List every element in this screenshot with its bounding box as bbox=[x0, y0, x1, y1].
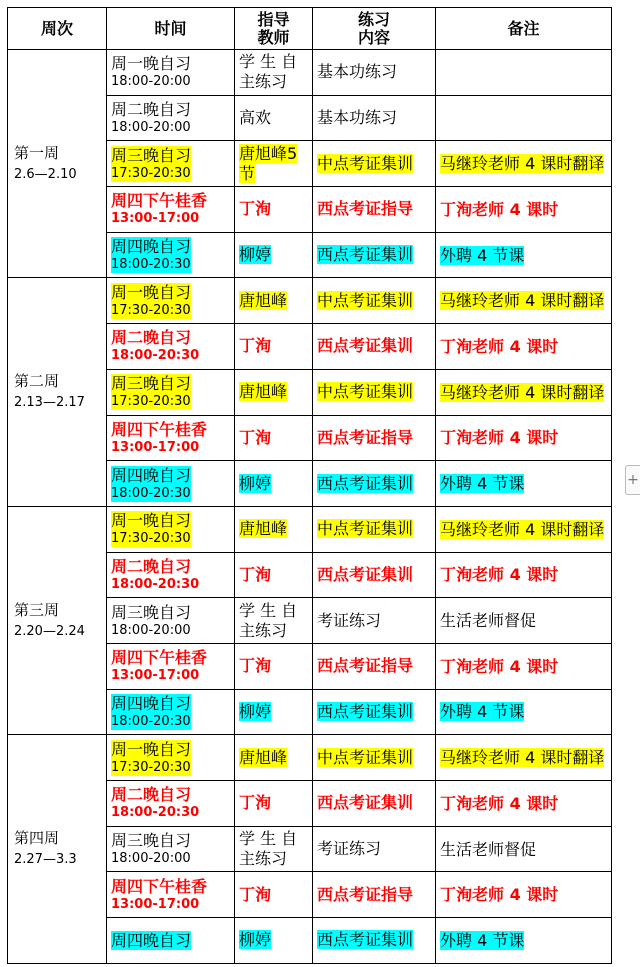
teacher-cell bbox=[235, 735, 313, 781]
note-text: 外聘 4 节课 bbox=[440, 930, 525, 950]
teacher-cell bbox=[235, 232, 313, 278]
content-cell bbox=[313, 689, 436, 735]
time-range: 18:00-20:30 bbox=[111, 805, 200, 821]
teacher-cell bbox=[235, 50, 313, 96]
note-text: 生活老师督促 bbox=[440, 839, 537, 859]
week-dates: 2.20—2.24 bbox=[14, 623, 85, 639]
time-range: 17:30-20:30 bbox=[111, 759, 191, 775]
note-text: 丁洵老师 4 课时 bbox=[440, 885, 559, 905]
teacher-text: 唐旭峰 bbox=[239, 747, 288, 767]
header-time: 时间 bbox=[107, 8, 235, 50]
time-day: 周四下午桂香 bbox=[111, 648, 208, 668]
content-cell bbox=[313, 506, 436, 552]
content-cell bbox=[313, 643, 436, 689]
time-range: 17:30-20:30 bbox=[111, 165, 191, 181]
teacher-cell bbox=[235, 95, 313, 141]
content-cell bbox=[313, 141, 436, 187]
note-cell bbox=[436, 232, 612, 278]
teacher-cell bbox=[235, 826, 313, 872]
time-day: 周四下午桂香 bbox=[111, 876, 208, 896]
content-text: 西点考证集训 bbox=[317, 245, 414, 265]
teacher-text: 丁洵 bbox=[239, 199, 272, 219]
content-cell bbox=[313, 415, 436, 461]
time-range: 18:00-20:30 bbox=[111, 713, 191, 729]
teacher-text: 唐旭峰 bbox=[239, 519, 288, 539]
teacher-text: 学 生 自 主练习 bbox=[239, 52, 298, 92]
content-cell bbox=[313, 95, 436, 141]
time-range: 18:00-20:00 bbox=[111, 851, 191, 867]
content-cell bbox=[313, 598, 436, 644]
note-cell bbox=[436, 415, 612, 461]
time-day: 周四晚自习 bbox=[111, 237, 192, 257]
content-text: 基本功练习 bbox=[317, 108, 398, 128]
table-row bbox=[8, 506, 612, 552]
note-text: 外聘 4 节课 bbox=[440, 245, 525, 265]
time-day: 周四晚自习 bbox=[111, 930, 192, 950]
teacher-cell bbox=[235, 552, 313, 598]
teacher-cell bbox=[235, 278, 313, 324]
time-cell bbox=[107, 369, 235, 415]
time-cell bbox=[107, 187, 235, 233]
time-range: 18:00-20:00 bbox=[111, 74, 191, 90]
teacher-cell bbox=[235, 598, 313, 644]
time-day: 周四晚自习 bbox=[111, 465, 192, 485]
time-cell bbox=[107, 643, 235, 689]
teacher-cell bbox=[235, 689, 313, 735]
teacher-text: 丁洵 bbox=[239, 884, 272, 904]
week-dates: 2.6—2.10 bbox=[14, 166, 77, 182]
content-cell bbox=[313, 278, 436, 324]
content-text: 考证练习 bbox=[317, 610, 382, 630]
header-note: 备注 bbox=[436, 8, 612, 50]
teacher-text: 柳婷 bbox=[239, 245, 272, 265]
time-day: 周四晚自习 bbox=[111, 693, 192, 713]
note-cell bbox=[436, 598, 612, 644]
content-cell bbox=[313, 552, 436, 598]
table-row bbox=[8, 50, 612, 96]
time-cell bbox=[107, 552, 235, 598]
table-row bbox=[8, 278, 612, 324]
teacher-text: 柳婷 bbox=[239, 701, 272, 721]
teacher-cell bbox=[235, 141, 313, 187]
week-dates: 2.27—3.3 bbox=[14, 852, 77, 868]
week-label: 第二周 bbox=[14, 372, 60, 391]
time-day: 周三晚自习 bbox=[111, 145, 192, 165]
teacher-cell bbox=[235, 506, 313, 552]
teacher-text: 柳婷 bbox=[239, 473, 272, 493]
content-text: 西点考证指导 bbox=[317, 427, 414, 447]
content-cell bbox=[313, 232, 436, 278]
week-cell bbox=[8, 278, 107, 506]
time-cell bbox=[107, 689, 235, 735]
week-label: 第四周 bbox=[14, 829, 60, 848]
time-cell bbox=[107, 141, 235, 187]
time-cell bbox=[107, 95, 235, 141]
content-text: 中点考证集训 bbox=[317, 290, 414, 310]
time-cell bbox=[107, 735, 235, 781]
note-cell bbox=[436, 643, 612, 689]
time-range: 18:00-20:30 bbox=[111, 485, 191, 501]
time-day: 周一晚自习 bbox=[111, 282, 192, 302]
time-range: 13:00-17:00 bbox=[111, 668, 200, 684]
note-cell bbox=[436, 187, 612, 233]
note-text: 生活老师督促 bbox=[440, 611, 537, 631]
time-day: 周二晚自习 bbox=[111, 556, 192, 576]
time-cell bbox=[107, 50, 235, 96]
note-text: 丁洵老师 4 课时 bbox=[440, 656, 559, 676]
time-cell bbox=[107, 598, 235, 644]
time-cell bbox=[107, 781, 235, 827]
content-cell bbox=[313, 781, 436, 827]
time-range: 18:00-20:00 bbox=[111, 120, 191, 136]
time-day: 周三晚自习 bbox=[111, 374, 192, 394]
time-cell bbox=[107, 415, 235, 461]
teacher-cell bbox=[235, 918, 313, 964]
time-cell bbox=[107, 461, 235, 507]
time-day: 周二晚自习 bbox=[111, 785, 192, 805]
note-text: 丁洵老师 4 课时 bbox=[440, 793, 559, 813]
time-cell bbox=[107, 324, 235, 370]
content-cell bbox=[313, 324, 436, 370]
teacher-text: 高欢 bbox=[239, 108, 272, 128]
note-text: 马继玲老师 4 课时翻译 bbox=[440, 748, 605, 768]
week-dates: 2.13—2.17 bbox=[14, 395, 85, 411]
teacher-text: 丁洵 bbox=[239, 656, 272, 676]
week-cell bbox=[8, 506, 107, 734]
note-cell bbox=[436, 369, 612, 415]
time-range: 13:00-17:00 bbox=[111, 211, 200, 227]
content-cell bbox=[313, 461, 436, 507]
teacher-cell bbox=[235, 324, 313, 370]
content-text: 中点考证集训 bbox=[317, 153, 414, 173]
content-cell bbox=[313, 187, 436, 233]
note-text: 外聘 4 节课 bbox=[440, 474, 525, 494]
teacher-text: 柳婷 bbox=[239, 930, 272, 950]
teacher-cell bbox=[235, 369, 313, 415]
note-text: 丁洵老师 4 课时 bbox=[440, 336, 559, 356]
content-cell bbox=[313, 50, 436, 96]
content-text: 考证练习 bbox=[317, 839, 382, 859]
time-day: 周一晚自习 bbox=[111, 739, 192, 759]
time-cell bbox=[107, 278, 235, 324]
time-range: 13:00-17:00 bbox=[111, 439, 200, 455]
time-day: 周二晚自习 bbox=[111, 328, 192, 348]
time-range: 13:00-17:00 bbox=[111, 896, 200, 912]
teacher-cell bbox=[235, 461, 313, 507]
teacher-cell bbox=[235, 415, 313, 461]
note-cell bbox=[436, 689, 612, 735]
add-tab-button[interactable]: + bbox=[625, 465, 640, 495]
time-range: 18:00-20:30 bbox=[111, 576, 200, 592]
time-day: 周三晚自习 bbox=[111, 831, 192, 851]
teacher-text: 丁洵 bbox=[239, 427, 272, 447]
teacher-text: 唐旭峰 bbox=[239, 290, 288, 310]
note-cell bbox=[436, 278, 612, 324]
content-cell bbox=[313, 918, 436, 964]
content-text: 基本功练习 bbox=[317, 62, 398, 82]
teacher-text: 学 生 自 主练习 bbox=[239, 600, 298, 640]
teacher-text: 唐旭峰5 节 bbox=[239, 143, 298, 183]
note-cell bbox=[436, 50, 612, 96]
note-cell bbox=[436, 918, 612, 964]
content-text: 西点考证集训 bbox=[317, 564, 414, 584]
note-cell bbox=[436, 781, 612, 827]
note-cell bbox=[436, 826, 612, 872]
note-cell bbox=[436, 552, 612, 598]
header-week: 周次 bbox=[8, 8, 107, 50]
note-cell bbox=[436, 735, 612, 781]
schedule-table bbox=[7, 7, 612, 964]
content-cell bbox=[313, 872, 436, 918]
content-text: 中点考证集训 bbox=[317, 747, 414, 767]
teacher-text: 唐旭峰 bbox=[239, 382, 288, 402]
time-range: 18:00-20:30 bbox=[111, 257, 191, 273]
teacher-text: 丁洵 bbox=[239, 793, 272, 813]
content-text: 西点考证集训 bbox=[317, 473, 414, 493]
time-cell bbox=[107, 918, 235, 964]
header-row bbox=[8, 8, 612, 50]
time-range: 17:30-20:30 bbox=[111, 394, 191, 410]
time-cell bbox=[107, 826, 235, 872]
note-cell bbox=[436, 141, 612, 187]
week-label: 第一周 bbox=[14, 143, 60, 162]
note-text: 马继玲老师 4 课时翻译 bbox=[440, 291, 605, 311]
week-cell bbox=[8, 50, 107, 278]
time-day: 周四下午桂香 bbox=[111, 419, 208, 439]
time-day: 周四下午桂香 bbox=[111, 191, 208, 211]
teacher-text: 丁洵 bbox=[239, 564, 272, 584]
note-cell bbox=[436, 324, 612, 370]
time-day: 周三晚自习 bbox=[111, 602, 192, 622]
time-day: 周一晚自习 bbox=[111, 54, 192, 74]
content-text: 西点考证指导 bbox=[317, 884, 414, 904]
time-cell bbox=[107, 506, 235, 552]
header-content: 练习 内容 bbox=[313, 8, 436, 50]
header-teacher: 指导 教师 bbox=[235, 8, 313, 50]
note-text: 丁洵老师 4 课时 bbox=[440, 428, 559, 448]
note-text: 丁洵老师 4 课时 bbox=[440, 199, 559, 219]
content-text: 西点考证集训 bbox=[317, 336, 414, 356]
time-cell bbox=[107, 872, 235, 918]
teacher-cell bbox=[235, 643, 313, 689]
time-range: 18:00-20:30 bbox=[111, 348, 200, 364]
note-text: 马继玲老师 4 课时翻译 bbox=[440, 519, 605, 539]
content-text: 西点考证集训 bbox=[317, 930, 414, 950]
time-range: 17:30-20:30 bbox=[111, 302, 191, 318]
teacher-text: 丁洵 bbox=[239, 336, 272, 356]
time-day: 周二晚自习 bbox=[111, 100, 192, 120]
content-cell bbox=[313, 735, 436, 781]
note-text: 丁洵老师 4 课时 bbox=[440, 565, 559, 585]
teacher-cell bbox=[235, 781, 313, 827]
content-text: 西点考证集训 bbox=[317, 793, 414, 813]
note-cell bbox=[436, 506, 612, 552]
content-text: 西点考证集训 bbox=[317, 701, 414, 721]
note-cell bbox=[436, 95, 612, 141]
table-row bbox=[8, 735, 612, 781]
content-text: 中点考证集训 bbox=[317, 519, 414, 539]
content-text: 西点考证指导 bbox=[317, 199, 414, 219]
time-range: 17:30-20:30 bbox=[111, 531, 191, 547]
note-cell bbox=[436, 461, 612, 507]
week-cell bbox=[8, 735, 107, 963]
content-cell bbox=[313, 826, 436, 872]
time-cell bbox=[107, 232, 235, 278]
note-text: 外聘 4 节课 bbox=[440, 702, 525, 722]
schedule-body bbox=[8, 50, 612, 964]
teacher-text: 学 生 自 主练习 bbox=[239, 829, 298, 869]
content-cell bbox=[313, 369, 436, 415]
note-text: 马继玲老师 4 课时翻译 bbox=[440, 154, 605, 174]
time-range: 18:00-20:00 bbox=[111, 622, 191, 638]
week-label: 第三周 bbox=[14, 600, 60, 619]
teacher-cell bbox=[235, 872, 313, 918]
teacher-cell bbox=[235, 187, 313, 233]
content-text: 西点考证指导 bbox=[317, 656, 414, 676]
time-day: 周一晚自习 bbox=[111, 511, 192, 531]
note-text: 马继玲老师 4 课时翻译 bbox=[440, 382, 605, 402]
note-cell bbox=[436, 872, 612, 918]
content-text: 中点考证集训 bbox=[317, 382, 414, 402]
